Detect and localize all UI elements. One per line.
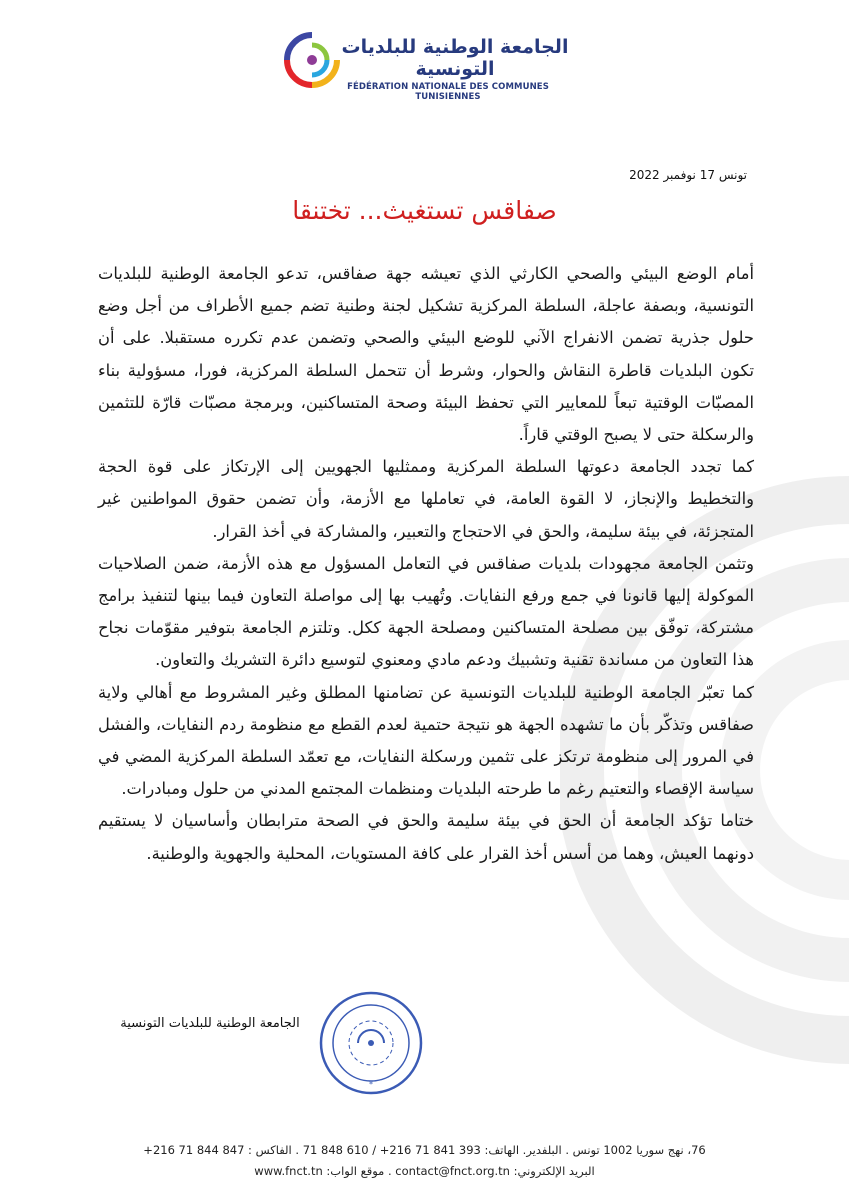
signature-label: الجامعة الوطنية للبلديات التونسية xyxy=(120,1016,300,1031)
paragraph-5: ختاما تؤكد الجامعة أن الحق في بيئة سليمة والحق في الصحة مترابطان وأساسيان لا يستقيم دونهما العيش، وهما من أسس أخذ القرار على كافة المستويات، المحلية والجهوية والوطنية. xyxy=(98,811,754,863)
footer-web: البريد الإلكتروني: contact@fnct.org.tn . موقع الواب: www.fnct.tn xyxy=(254,1164,595,1178)
footer-address: 76، نهج سوريا 1002 تونس . البلفدير. الهاتف: 393 841 71 216+ / 610 848 71 . الفاكس : 847 844 71 216+ xyxy=(143,1143,706,1157)
document-title: صفاقس تستغيث... تختنقا xyxy=(292,196,557,225)
paragraph-4: كما تعبّر الجامعة الوطنية للبلديات التونسية عن تضامنها المطلق وغير المشروط مع أهالي ولاية صفاقس وتذكّر بأن ما تشهده الجهة هو نتيجة حتمية لعدم القطع مع منظومة ردم النفايات، والفشل في المرور إلى منظومة ترتكز على تثمين ورسكلة النفايات، مع تعمّد السلطة المركزية المضي في سياسة الإقصاء والتعتيم رغم ما طرحته البلديات ومنظمات المجتمع المدني من حلول ومبادرات. xyxy=(98,682,754,799)
official-stamp xyxy=(318,990,424,1096)
header-logo xyxy=(0,30,849,110)
stamp-icon xyxy=(318,990,424,1096)
fnct-logo-icon xyxy=(282,30,342,90)
org-name-arabic: الجامعة الوطنية للبلديات التونسية xyxy=(341,36,569,80)
document-date: تونس 17 نوفمبر 2022 xyxy=(629,168,747,182)
svg-text:*: * xyxy=(369,1080,373,1089)
paragraph-1: أمام الوضع البيئي والصحي الكارثي الذي تعيشه جهة صفاقس، تدعو الجامعة الوطنية للبلديات التونسية، وبصفة عاجلة، السلطة المركزية تشكيل لجنة وطنية تضم جميع الأطراف من أجل وضع حلول جذرية تضمن الانفراج الآني للوضع البيئي والصحي وتضمن عدم تكرره مستقبلا. على أن تكون البلديات قاطرة النقاش والحوار، وشرط أن تتحمل السلطة المركزية، فورا، مسؤولية بناء المصبّات الوقتية تبعاً للمعايير التي تحفظ البيئة وصحة المتساكنين، وبرمجة مصبّات قارّة للتثمين والرسكلة حتى لا يصبح الوقتي قاراً. xyxy=(98,264,754,445)
org-name-french: FÉDÉRATION NATIONALE DES COMMUNES TUNISIENNES xyxy=(347,82,549,102)
document-body xyxy=(98,258,754,870)
paragraph-2: كما تجدد الجامعة دعوتها السلطة المركزية وممثليها الجهويين إلى الإرتكاز على قوة الحجة والتخطيط والإنجاز، لا القوة العامة، في تعاملها مع الأزمة، وأن تضمن حقوق المواطنين غير المتجزئة، في بيئة سليمة، والحق في الاحتجاج والتعبير، والمشاركة في أخذ القرار. xyxy=(98,457,754,541)
paragraph-3: وتثمن الجامعة مجهودات بلديات صفاقس في التعامل المسؤول مع هذه الأزمة، ضمن الصلاحيات الموكولة إليها قانونا في جمع ورفع النفايات. وتُهيب بها إلى مواصلة التعاون فيما بينها لتنفيذ برامج مشتركة، توفّق بين مصلحة المتساكنين ومصلحة الجهة ككل. وتلتزم الجامعة بتوفير مقوّمات نجاح هذا التعاون من مساندة تقنية وتشبيك ودعم مادي ومعنوي لتوسيع دائرة التشريك والتعاون. xyxy=(98,553,754,670)
